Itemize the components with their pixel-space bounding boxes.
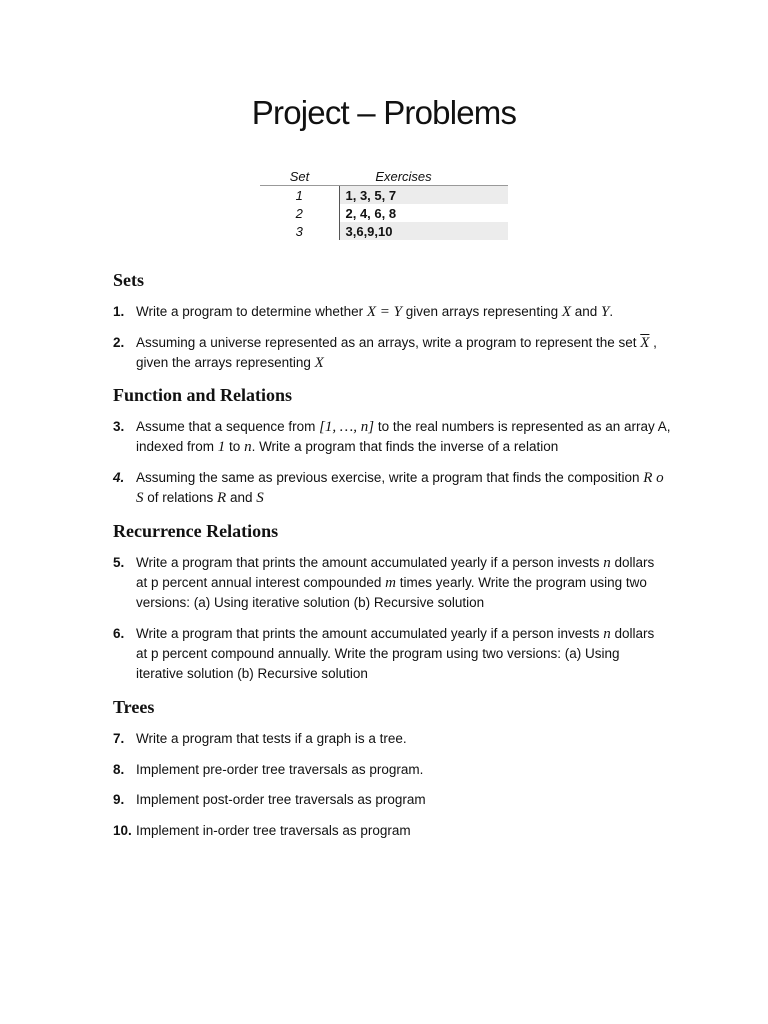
table-row: [260, 222, 508, 240]
math-run: S: [136, 490, 144, 506]
exercise-item-2: [113, 333, 678, 373]
column-header-exercises: Exercises: [339, 167, 508, 186]
exercise-item-5: [113, 553, 678, 613]
exercise-item-4: [113, 468, 678, 508]
exercise-item-9: [113, 790, 678, 810]
math-run: [1, …, n]: [319, 419, 375, 435]
item-text: Implement pre-order tree traversals as program.: [136, 762, 424, 777]
math-run: X: [561, 304, 572, 320]
item-number: 2.: [113, 335, 125, 350]
item-text: Implement in-order tree traversals as program: [136, 823, 411, 838]
exercise-item-3: [113, 417, 678, 457]
text-run: versions: (a) Using iterative solution (b) Recursive solution: [136, 595, 485, 610]
set-cell: 1: [260, 186, 339, 205]
item-text: [136, 333, 678, 373]
text-run: times yearly. Write the program using two: [396, 575, 647, 590]
math-run: 1: [217, 439, 226, 455]
text-run: ,: [649, 335, 657, 350]
text-run: of relations: [143, 490, 218, 505]
page-title: Project – Problems: [251, 94, 517, 131]
exercises-cell: 3,6,9,10: [339, 222, 508, 240]
math-run: $\overline{X}$: [640, 335, 650, 351]
item-number: 3.: [113, 419, 125, 434]
exercise-item-8: [113, 760, 678, 780]
text-run: dollars: [610, 626, 655, 641]
text-run: Write a program that prints the amount accumulated yearly if a person invests: [136, 555, 604, 570]
item-number: 7.: [113, 731, 125, 746]
table-header-row: [260, 167, 508, 186]
column-header-set: Set: [260, 167, 339, 186]
math-run: R: [217, 490, 227, 506]
text-run: to: [225, 439, 245, 454]
exercise-set-table: [260, 167, 508, 240]
item-number: 6.: [113, 626, 125, 641]
item-text: Implement post-order tree traversals as program: [136, 792, 426, 807]
math-run: n: [603, 555, 611, 571]
exercise-item-7: [113, 729, 678, 749]
text-run: indexed from: [136, 439, 218, 454]
item-text: [136, 468, 678, 508]
item-number: 4.: [113, 470, 125, 485]
text-run: dollars: [610, 555, 655, 570]
table-row: [260, 186, 508, 205]
text-run: and: [571, 304, 602, 319]
text-run: .: [609, 304, 614, 319]
text-run: Assuming a universe represented as an arrays, write a program to represent the set: [136, 335, 641, 350]
math-run: n: [603, 626, 611, 642]
item-text: [136, 553, 678, 613]
text-run: at p percent annual interest compounded: [136, 575, 386, 590]
text-run: Write a program that prints the amount accumulated yearly if a person invests: [136, 626, 604, 641]
section-heading-functions: Function and Relations: [113, 385, 293, 405]
math-run: n: [244, 439, 252, 455]
math-run: S: [256, 490, 264, 506]
text-run: given the arrays representing: [136, 355, 315, 370]
text-run: to the real numbers is represented as an array A,: [374, 419, 671, 434]
math-run: m: [385, 575, 397, 591]
exercise-item-10: [113, 821, 678, 841]
item-text: [136, 302, 678, 322]
section-heading-trees: Trees: [113, 697, 155, 717]
item-number: 1.: [113, 304, 125, 319]
section-heading-sets: Sets: [113, 270, 144, 290]
text-run: Write a program to determine whether: [136, 304, 367, 319]
section-heading-recurrence: Recurrence Relations: [113, 521, 279, 541]
math-run: R o: [643, 470, 664, 486]
item-number: 9.: [113, 792, 125, 807]
item-number: 8.: [113, 762, 125, 777]
item-text: Write a program that tests if a graph is a tree.: [136, 731, 407, 746]
math-run: X: [314, 355, 324, 371]
item-text: [136, 417, 678, 457]
set-cell: 2: [260, 204, 339, 222]
set-cell: 3: [260, 222, 339, 240]
text-run: Assuming the same as previous exercise, write a program that finds the composition: [136, 470, 644, 485]
text-run: . Write a program that finds the inverse of a relation: [251, 439, 559, 454]
table-row: [260, 204, 508, 222]
item-number: 10.: [113, 823, 132, 838]
text-run: given arrays representing: [402, 304, 562, 319]
item-text: [136, 624, 678, 684]
math-run: Y: [601, 304, 610, 320]
text-run: at p percent compound annually. Write the program using two versions: (a) Using: [136, 646, 620, 661]
math-run: X = Y: [366, 304, 402, 320]
exercises-cell: 1, 3, 5, 7: [339, 186, 508, 205]
exercise-item-1: [113, 302, 678, 322]
item-number: 5.: [113, 555, 125, 570]
exercises-cell: 2, 4, 6, 8: [339, 204, 508, 222]
text-run: iterative solution (b) Recursive solution: [136, 666, 368, 681]
text-run: and: [226, 490, 257, 505]
exercise-item-6: [113, 624, 678, 684]
text-run: Assume that a sequence from: [136, 419, 320, 434]
